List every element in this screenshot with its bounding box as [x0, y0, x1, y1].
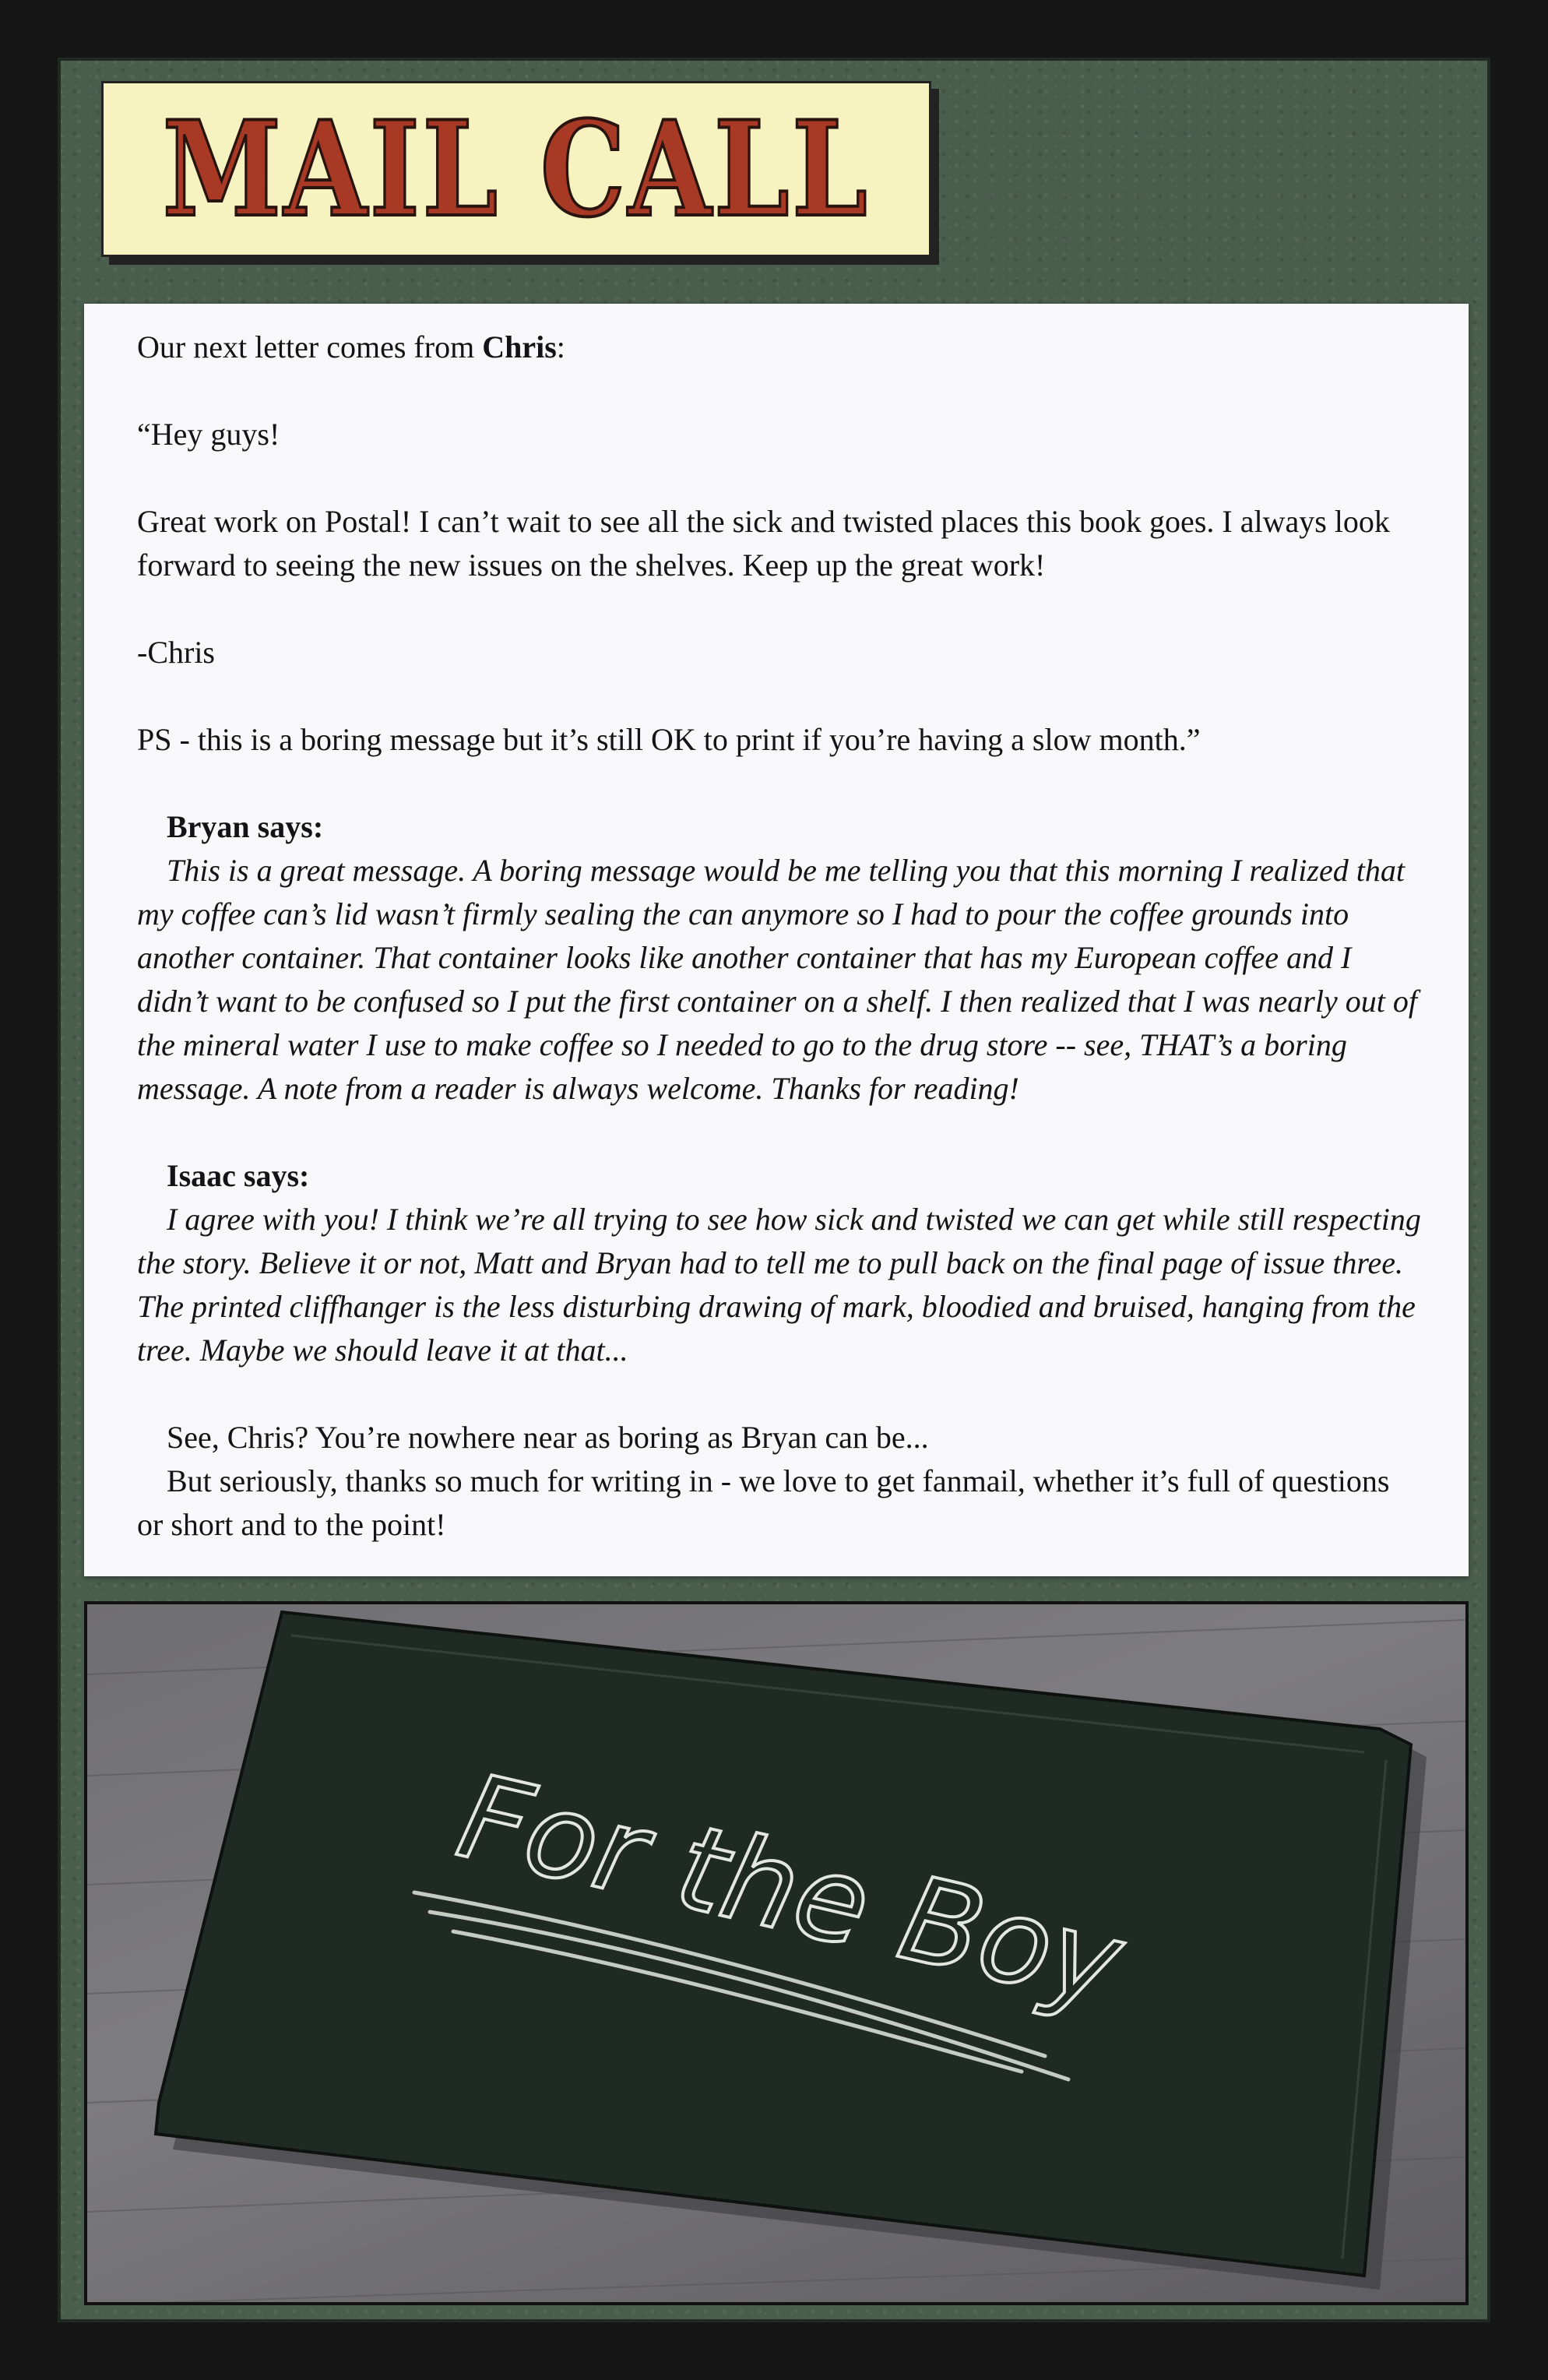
intro-suffix: : — [556, 329, 565, 364]
letter-body: Great work on Postal! I can’t wait to see all the sick and twisted places this book goes. I always look forward to seeing the new issues on the shelves. Keep up the great work! — [137, 504, 1390, 583]
letter-ps: PS - this is a boring message but it’s still OK to print if you’re having a slow month.” — [137, 722, 1201, 757]
letter-sheet — [84, 304, 1469, 1576]
reply-text-isaac: I agree with you! I think we’re all trying to see how sick and twisted we can get while still respecting the story. Believe it or not, Matt and Bryan had to tell me to pull back on the final page of issue three. The printed cliffhanger is the less disturbing drawing of mark, bloodied and bruised, hanging from the tree. Maybe we should leave it at that... — [137, 1202, 1421, 1368]
corkboard-page — [58, 58, 1490, 2322]
title-banner — [101, 81, 931, 257]
reply-name-bryan: Bryan says: — [167, 809, 324, 844]
letter-signoff: -Chris — [137, 635, 215, 670]
letter-greeting: “Hey guys! — [137, 417, 280, 452]
reply-name-isaac: Isaac says: — [167, 1158, 310, 1193]
reply-text-bryan: This is a great message. A boring message would be me telling you that this morning I realized that my coffee can’s lid wasn’t firmly sealing the can anymore so I had to pour the coffee grounds into another container. That container looks like another container that has my European coffee and I didn’t want to be confused so I put the first container on a shelf. I then realized that I was nearly out of the mineral water I use to make coffee so I needed to go to the drug store -- see, THAT’s a boring message. A note from a reader is always welcome. Thanks for reading! — [137, 853, 1417, 1106]
envelope-inscription: For the Boy — [446, 1748, 1134, 2033]
envelope-illustration — [84, 1601, 1469, 2305]
closing-line-1: See, Chris? You’re nowhere near as boring as Bryan can be... — [167, 1420, 929, 1455]
letter-intro — [137, 326, 1422, 369]
closing-line-2: But seriously, thanks so much for writing in - we love to get fanmail, whether it’s full of questions or short and to the point! — [137, 1463, 1390, 1542]
sender-name: Chris — [482, 329, 557, 364]
page-title: MAIL CALL — [162, 92, 871, 246]
intro-prefix: Our next letter comes from — [137, 329, 483, 364]
